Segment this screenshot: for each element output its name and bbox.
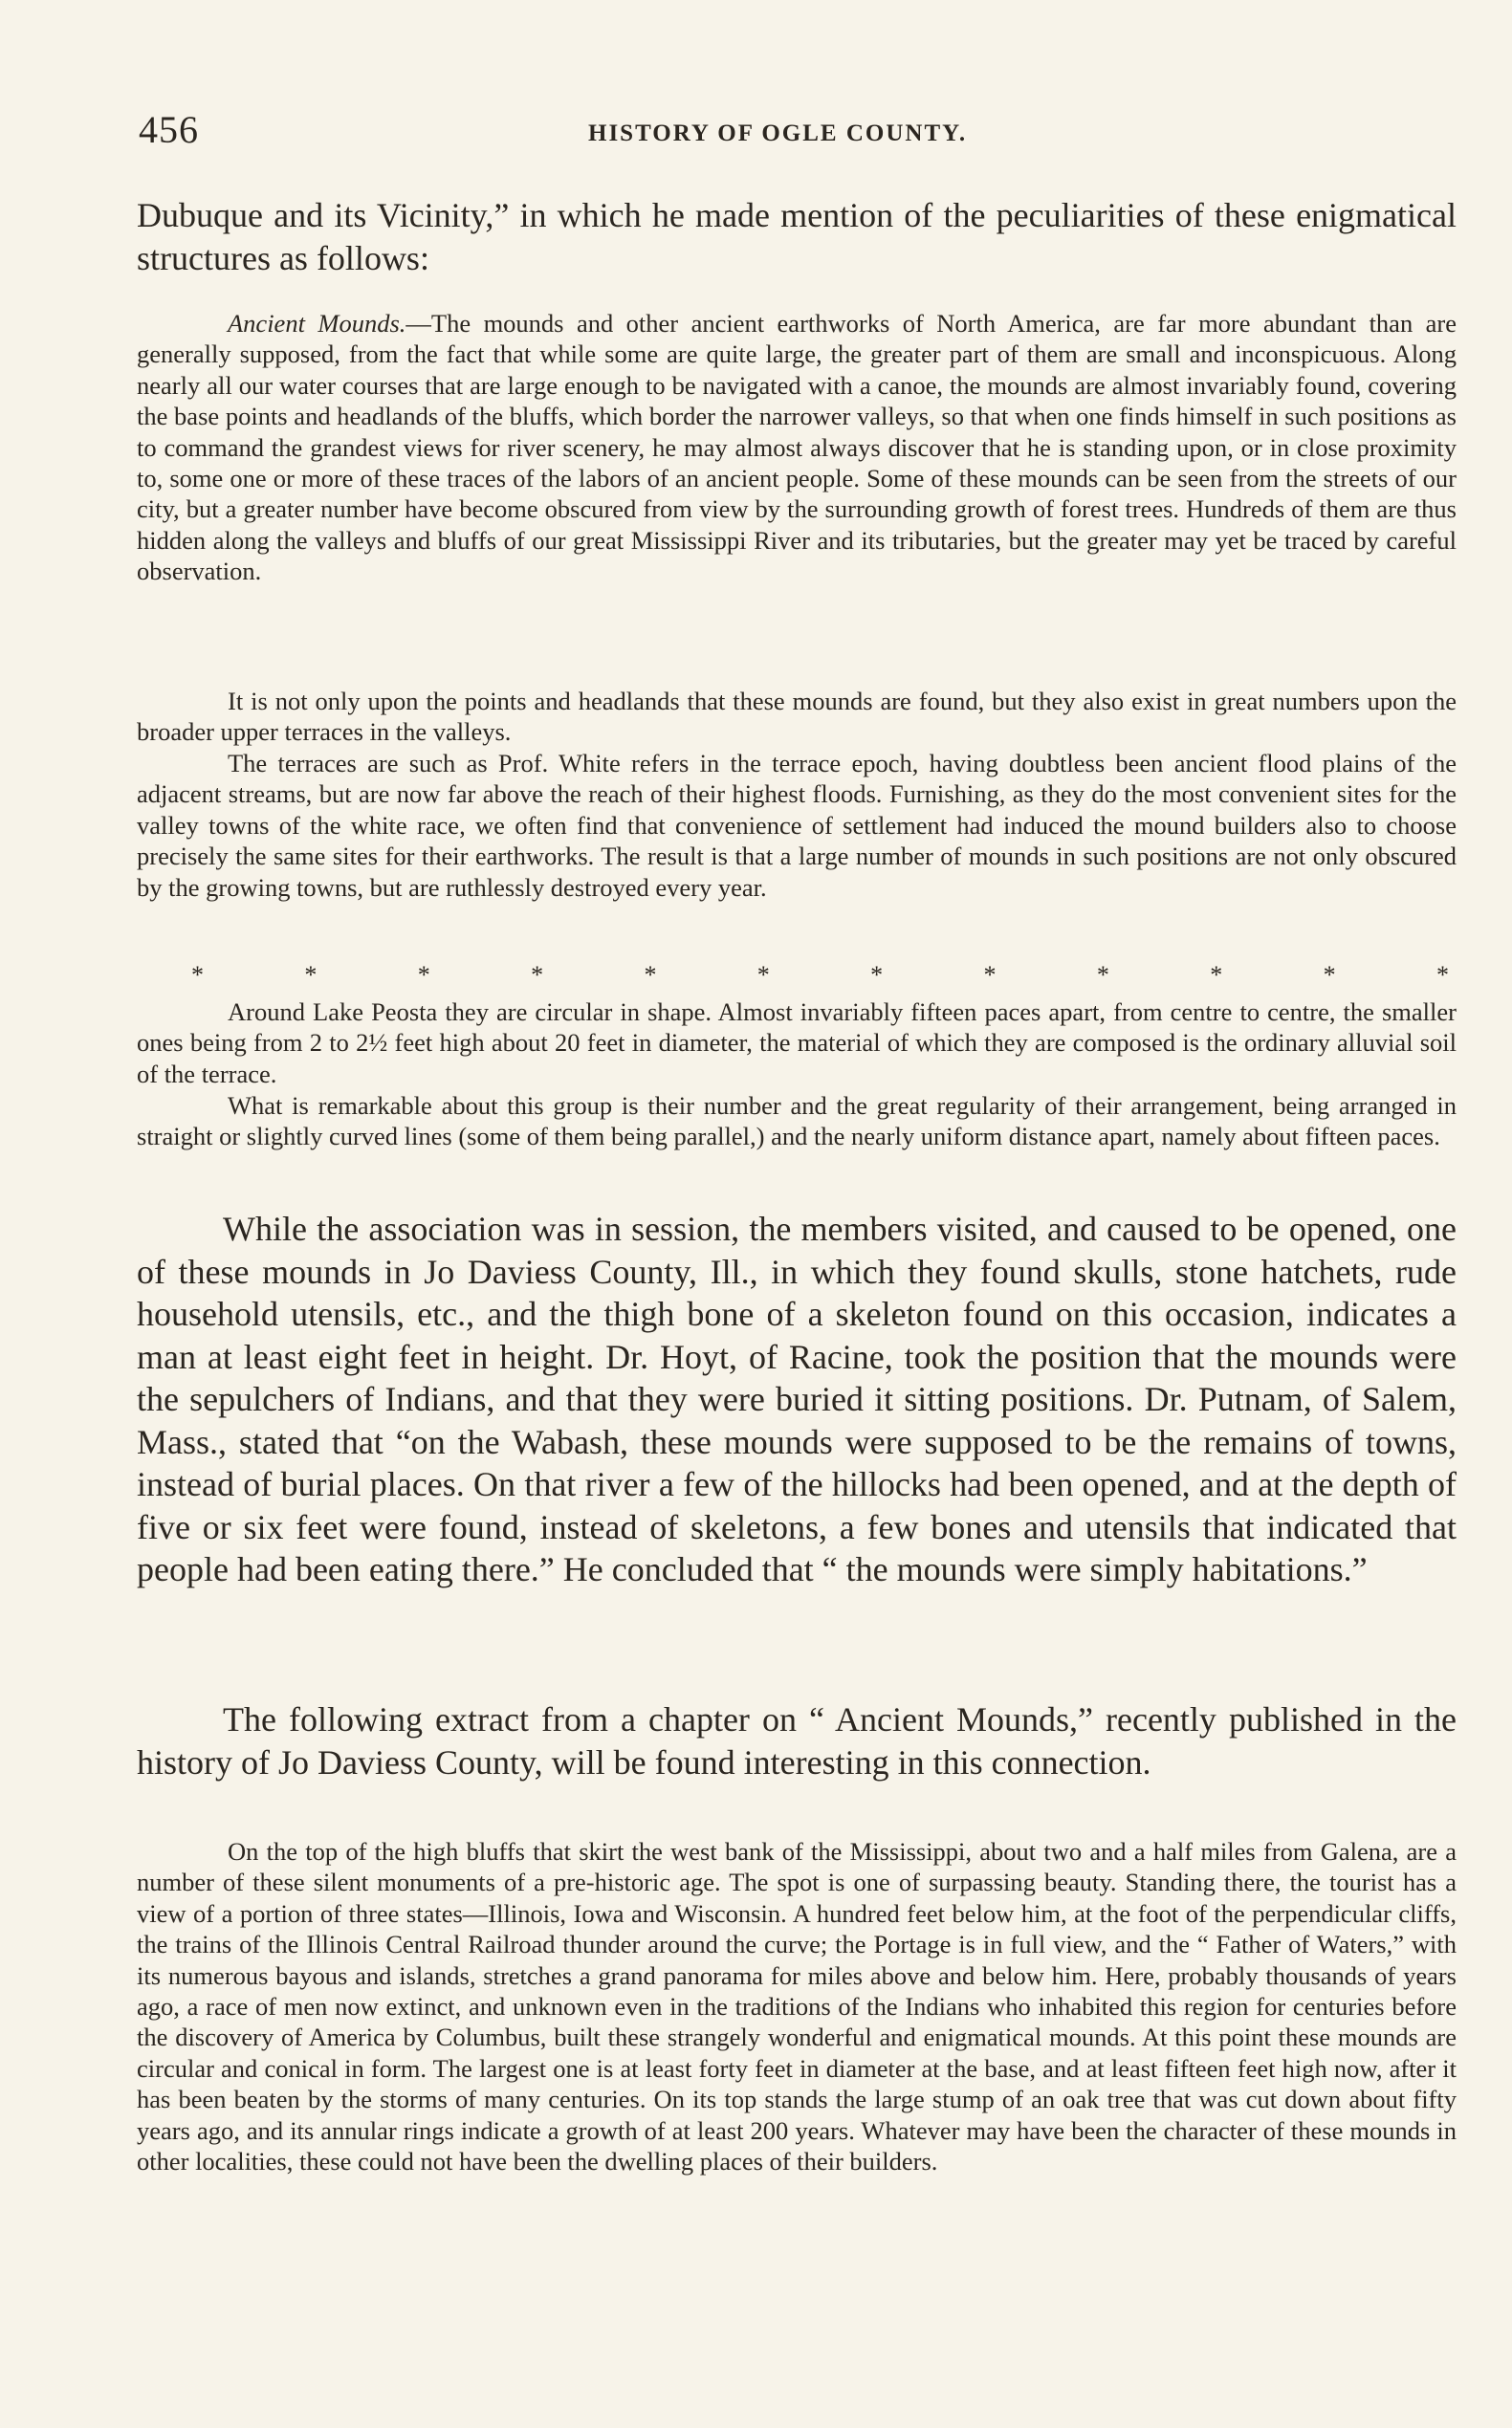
intro-paragraph: Dubuque and its Vicinity,” in which he made mention of the peculiarities of these enigmatical structures as follows:: [137, 196, 1457, 277]
page-number: 456: [139, 108, 199, 151]
body-paragraph-2: The following extract from a chapter on “ Ancient Mounds,” recently published in the history of Jo Daviess County, will be found interesting in this connection.: [137, 1700, 1457, 1782]
star: *: [644, 961, 657, 989]
quote2-paragraph: On the top of the high bluffs that skirt the west bank of the Mississippi, about two and a half miles from Galena, are a number of these silent monuments of a pre-historic age. The spot is one of surpassing beauty. Standing there, the tourist has a view of a portion of three states—Illinois, Iowa and Wisconsin. A hundred feet below him, at the foot of the perpendicular cliffs, the trains of the Illinois Central Railroad thunder around the curve; the Portage is in full view, and the “ Father of Waters,” with its numerous bayous and islands, stretches a grand panorama for miles above and below him. Here, probably thousands of years ago, a race of men now extinct, and unknown even in the traditions of the Indians who inhabited this region for centuries before the discovery of America by Columbus, built these strangely wonderful and enigmatical mounds. At this point these mounds are circular and conical in form. The largest one is at least forty feet in diameter at the base, and at least fifteen feet high now, after it has been beaten by the storms of many centuries. On its top stands the large stump of an oak tree that was cut down about fifty years ago, and its annular rings indicate a growth of at least 200 years. Whatever may have been the character of these mounds in other localities, these could not have been the dwelling places of their builders.: [137, 1837, 1457, 2176]
star: *: [1323, 961, 1336, 989]
quote1-paragraph-2: It is not only upon the points and headlands that these mounds are found, but they also exist in great numbers upon the broader upper terraces in the valleys.: [137, 687, 1457, 747]
star: *: [304, 961, 318, 989]
running-title: HISTORY OF OGLE COUNTY.: [588, 120, 968, 146]
star: *: [531, 961, 544, 989]
quote1-paragraph-1-text: —The mounds and other ancient earthworks of North America, are far more abundant than are generally supposed, from the fact that while some are quite large, the greater part of them are small and inconspicuous. Along nearly all our water courses that are large enough to be navigated with a canoe, the mounds are almost invariably found, covering the base points and headlands of the bluffs, which border the narrower valleys, so that when one finds himself in such positions as to command the grandest views for river scenery, he may almost always discover that he is standing upon, or in close proximity to, some one or more of these traces of the labors of an ancient people. Some of these mounds can be seen from the streets of our city, but a greater number have become obscured from view by the surrounding growth of forest trees. Hundreds of them are thus hidden along the valleys and bluffs of our great Mississippi River and its tributaries, but the greater may yet be traced by careful observation.: [137, 309, 1457, 586]
quote1-paragraph-5: What is remarkable about this group is their number and the great regularity of their arrangement, being arranged in straight or slightly curved lines (some of them being parallel,) and the nearly uniform distance apart, namely about fifteen paces.: [137, 1091, 1457, 1151]
section-break-stars: [191, 961, 1449, 990]
star: *: [1435, 961, 1449, 989]
quote1-paragraph-4: Around Lake Peosta they are circular in shape. Almost invariably fifteen paces apart, from centre to centre, the smaller ones being from 2 to 2½ feet high about 20 feet in diameter, the material of which they are composed is the ordinary alluvial soil of the terrace.: [137, 997, 1457, 1088]
star: *: [1210, 961, 1223, 989]
star: *: [870, 961, 884, 989]
star: *: [417, 961, 430, 989]
quote1-paragraph-1: [137, 308, 1457, 587]
star: *: [756, 961, 770, 989]
page-header: [139, 107, 1468, 164]
star: *: [1096, 961, 1109, 989]
star: *: [983, 961, 997, 989]
quote1-paragraph-3: The terraces are such as Prof. White refers in the terrace epoch, having doubtless been ancient flood plains of the adjacent streams, but are now far above the reach of their highest floods. Furnishing, as they do the most convenient sites for the valley towns of the white race, we often find that convenience of settlement had induced the mound builders also to choose precisely the same sites for their earthworks. The result is that a large number of mounds in such positions are not only obscured by the growing towns, but are ruthlessly destroyed every year.: [137, 749, 1457, 902]
star: *: [191, 961, 204, 989]
body-paragraph-1: While the association was in session, the members visited, and caused to be opened, one of these mounds in Jo Daviess County, Ill., in which they found skulls, stone hatchets, rude household utensils, etc., and the thigh bone of a skeleton found on this occasion, indicates a man at least eight feet in height. Dr. Hoyt, of Racine, took the position that the mounds were the sepulchers of Indians, and that they were buried it sitting positions. Dr. Putnam, of Salem, Mass., stated that “on the Wabash, these mounds were supposed to be the remains of towns, instead of burial places. On that river a few of the hillocks had been opened, and at the depth of five or six feet were found, instead of skeletons, a few bones and utensils that indicated that people had been eating there.” He concluded that “ the mounds were simply habitations.”: [137, 1210, 1457, 1588]
quote1-lead-title: Ancient Mounds.: [228, 309, 406, 338]
